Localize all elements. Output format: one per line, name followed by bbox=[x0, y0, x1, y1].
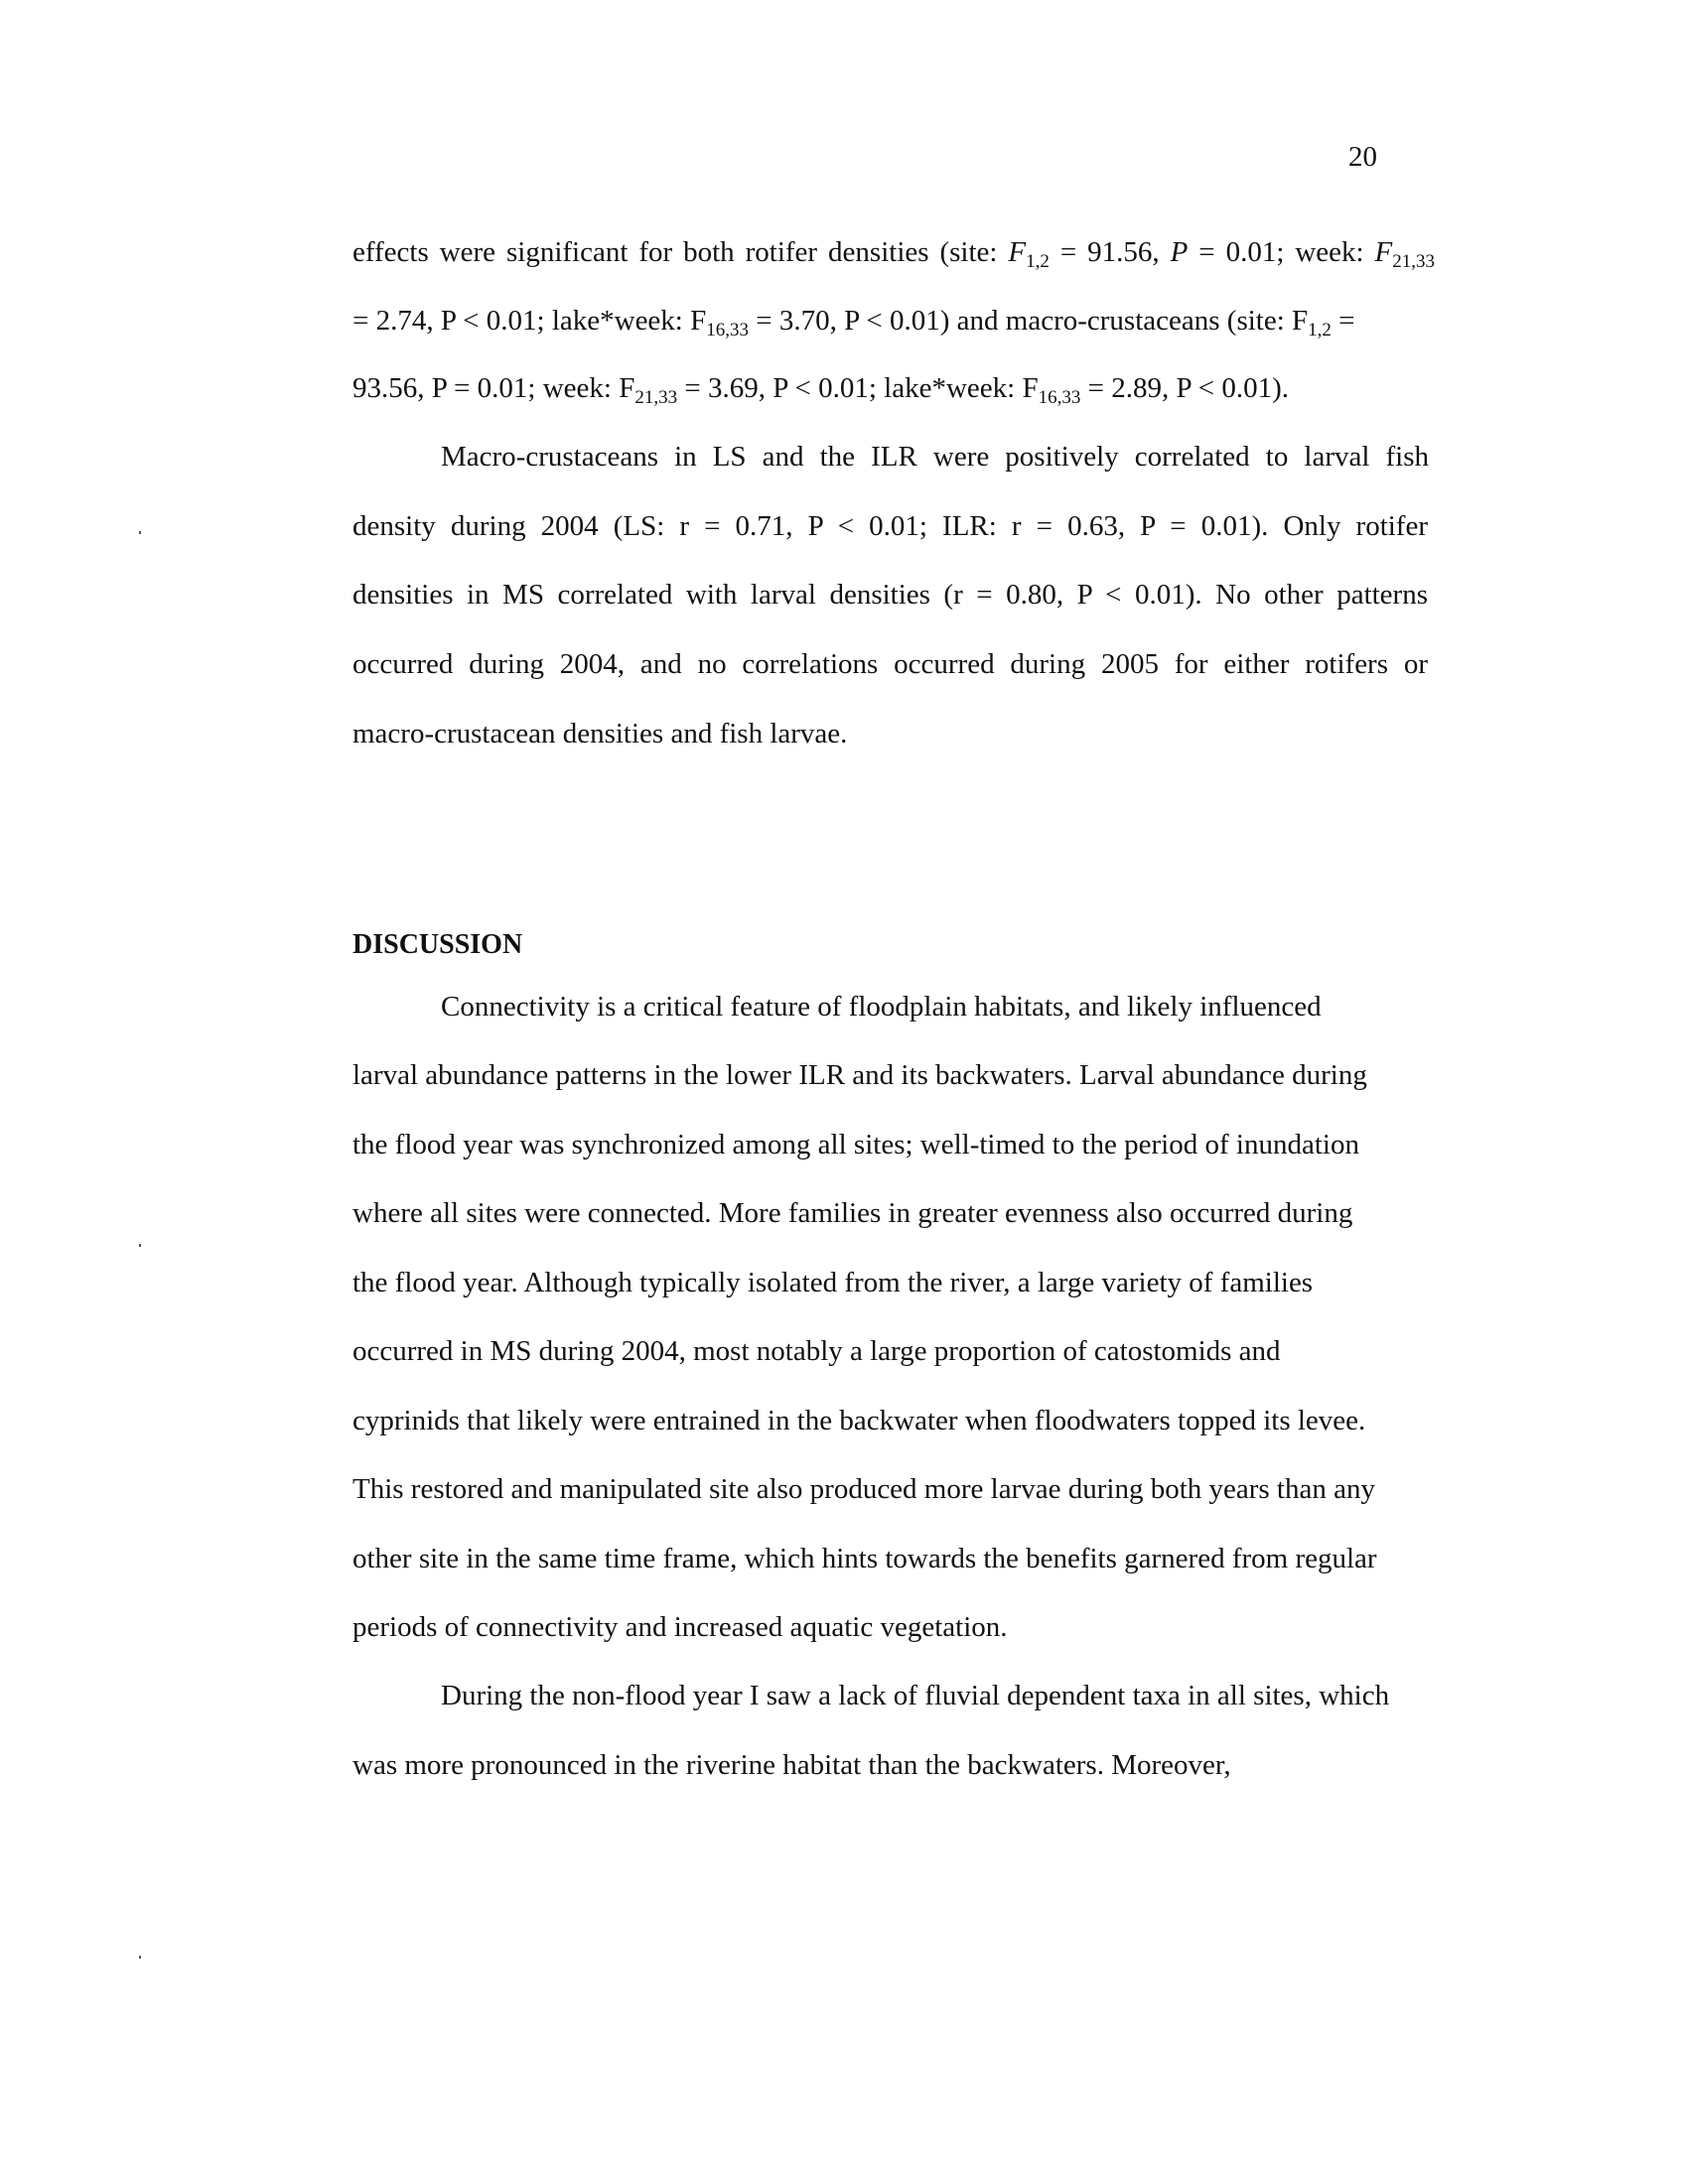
stat-symbol: F bbox=[1374, 236, 1393, 268]
subscript: 16,33 bbox=[706, 320, 749, 341]
scan-speck bbox=[139, 1244, 141, 1247]
scan-speck bbox=[139, 1956, 141, 1959]
text-run: = 3.70, P < 0.01) and macro-crustaceans (site: F bbox=[749, 305, 1309, 337]
text-line: the flood year. Although typically isolated from the river, a large variety of families bbox=[352, 1267, 1314, 1298]
subscript: 21,33 bbox=[1392, 251, 1436, 272]
text-run: effects were significant for both rotifer densities (site: bbox=[352, 236, 1009, 268]
text-line: periods of connectivity and increased aquatic vegetation. bbox=[352, 1611, 1008, 1643]
text-line bbox=[352, 372, 1435, 408]
text-line: where all sites were connected. More families in greater evenness also occurred during bbox=[352, 1197, 1353, 1229]
text-line: occurred in MS during 2004, most notably a large proportion of catostomids and bbox=[352, 1335, 1281, 1367]
text-line: occurred during 2004, and no correlations occurred during 2005 for either rotifers or bbox=[352, 648, 1428, 680]
text-line: macro-crustacean densities and fish larvae. bbox=[352, 718, 848, 750]
subscript: 1,2 bbox=[1026, 251, 1050, 272]
stat-symbol: P bbox=[1170, 236, 1189, 268]
text-run: = bbox=[1331, 305, 1355, 337]
text-run: 93.56, P = 0.01; week: F bbox=[352, 372, 635, 404]
text-line: Macro-crustaceans in LS and the ILR were positively correlated to larval fish bbox=[441, 441, 1429, 473]
text-line bbox=[352, 236, 1436, 272]
subscript: 21,33 bbox=[634, 387, 678, 408]
text-run: = 2.89, P < 0.01). bbox=[1080, 372, 1290, 404]
text-line: Connectivity is a critical feature of floodplain habitats, and likely influenced bbox=[441, 991, 1322, 1023]
text-line: density during 2004 (LS: r = 0.71, P < 0.01; ILR: r = 0.63, P = 0.01). Only rotifer bbox=[352, 510, 1428, 542]
text-line: larval abundance patterns in the lower ILR and its backwaters. Larval abundance during bbox=[352, 1059, 1367, 1091]
text-line: This restored and manipulated site also produced more larvae during both years than any bbox=[352, 1473, 1375, 1505]
text-line: the flood year was synchronized among all sites; well-timed to the period of inundation bbox=[352, 1129, 1359, 1160]
text-line bbox=[352, 305, 1405, 341]
text-run: = 91.56, bbox=[1049, 236, 1171, 268]
text-line: densities in MS correlated with larval densities (r = 0.80, P < 0.01). No other patterns bbox=[352, 579, 1428, 611]
page-number: 20 bbox=[1348, 141, 1377, 173]
text-line: was more pronounced in the riverine habitat than the backwaters. Moreover, bbox=[352, 1749, 1231, 1781]
text-run: = 0.01; week: bbox=[1188, 236, 1375, 268]
text-run: = 3.69, P < 0.01; lake*week: F bbox=[677, 372, 1039, 404]
text-run: = 2.74, P < 0.01; lake*week: F bbox=[352, 305, 707, 337]
subscript: 1,2 bbox=[1308, 320, 1332, 341]
text-line: other site in the same time frame, which hints towards the benefits garnered from regular bbox=[352, 1543, 1377, 1574]
stat-symbol: F bbox=[1008, 236, 1027, 268]
scan-speck bbox=[139, 531, 141, 534]
text-line: During the non-flood year I saw a lack of fluvial dependent taxa in all sites, which bbox=[441, 1680, 1390, 1711]
section-heading: DISCUSSION bbox=[352, 929, 523, 960]
text-line: cyprinids that likely were entrained in the backwater when floodwaters topped its levee. bbox=[352, 1405, 1366, 1436]
subscript: 16,33 bbox=[1038, 387, 1081, 408]
